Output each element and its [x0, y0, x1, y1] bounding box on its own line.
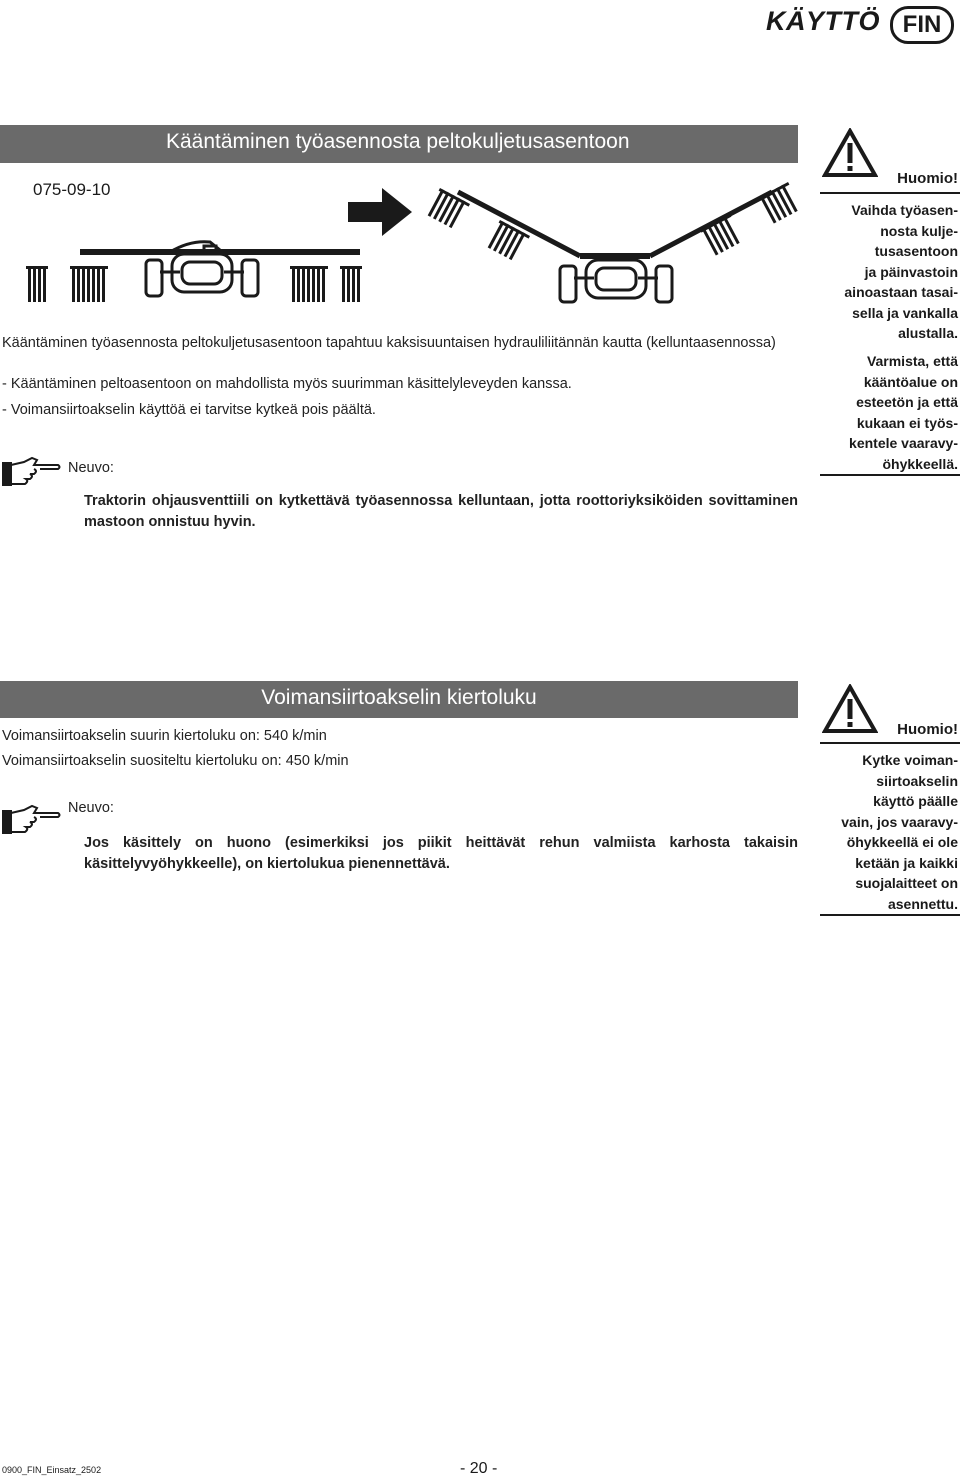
- footer-document-code: 0900_FIN_Einsatz_2502: [2, 1465, 102, 1475]
- tip-text: Traktorin ohjausventtiili on kytkettävä työasennossa kelluntaan, jotta roottoriyksiköiden sovittaminen mastoon onnistuu hyvin.: [84, 493, 798, 530]
- folding-illustration: [20, 180, 800, 310]
- intro-paragraph: Kääntäminen työasennosta peltokuljetusasentoon tapahtuu kaksisuuntaisen hydrauliliitännän kautta (kelluntaasennossa): [2, 335, 776, 351]
- warning-heading: Huomio!: [897, 721, 958, 738]
- tip-label: Neuvo:: [68, 460, 114, 476]
- warning-heading: Huomio!: [897, 170, 958, 187]
- warning-triangle-icon: [822, 128, 878, 178]
- divider: [820, 914, 960, 916]
- tip-text: Jos käsittely on huono (esimerkiksi jos piikit heittävät rehun valmiista karhosta takaisin käsittelyvyöhykkeelle), on kiertolukua pienennettävä.: [84, 835, 798, 872]
- max-speed-text: Voimansiirtoakselin suurin kiertoluku on: 540 k/min: [2, 728, 327, 744]
- divider: [820, 192, 960, 194]
- page-header-title: KÄYTTÖ: [766, 6, 880, 36]
- section-title-bar: [0, 125, 798, 163]
- page-number: - 20 -: [460, 1460, 498, 1477]
- divider: [820, 742, 960, 744]
- tip-label: Neuvo:: [68, 800, 114, 816]
- bullet-item: - Voimansiirtoakselin käyttöä ei tarvitse kytkeä pois päältä.: [2, 402, 376, 418]
- warning-triangle-icon: [822, 684, 878, 734]
- document-code: 075-09-10: [33, 180, 111, 199]
- section-title-bar: [0, 681, 798, 718]
- recommended-speed-text: Voimansiirtoakselin suositeltu kiertoluku on: 450 k/min: [2, 753, 349, 769]
- section-title: Voimansiirtoakselin kiertoluku: [261, 686, 537, 709]
- warning-text-b: Varmista, että kääntöalue on esteetön ja että kukaan ei työs- kentele vaaravy- öhykkeellä.: [849, 353, 958, 472]
- warning-text-a: Vaihda työasen- nosta kulje- tusasentoon ja päinvastoin ainoastaan tasai- sella ja vankalla alustalla.: [844, 202, 958, 341]
- language-badge: FIN: [890, 6, 954, 44]
- section-title: Kääntäminen työasennosta peltokuljetusasentoon: [166, 130, 630, 153]
- pointing-hand-icon: [2, 456, 62, 490]
- bullet-item: - Kääntäminen peltoasentoon on mahdollista myös suurimman käsittelyleveyden kanssa.: [2, 376, 572, 392]
- pointing-hand-icon: [2, 804, 62, 838]
- divider: [820, 474, 960, 476]
- warning-text: Kytke voiman- siirtoakselin käyttö päälle vain, jos vaaravy- öhykkeellä ei ole ketään ja kaikki suojalaitteet on asennettu.: [841, 752, 958, 912]
